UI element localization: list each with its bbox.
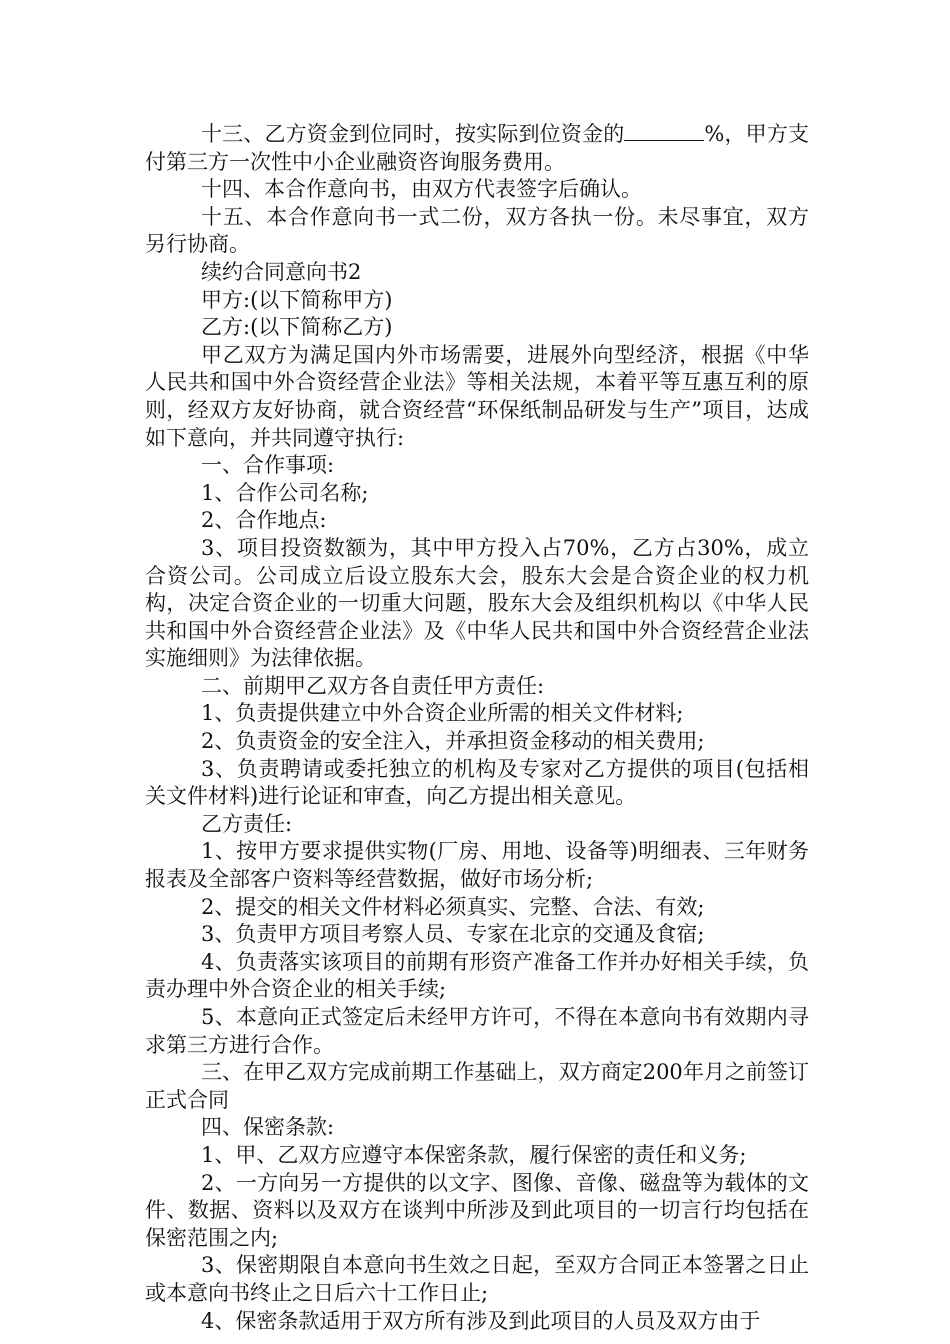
paragraph-clause-14: 十四、本合作意向书，由双方代表签字后确认。 <box>201 177 642 202</box>
section-heading-confidentiality: 四、保密条款: <box>201 1115 335 1140</box>
list-item: 4、保密条款适用于双方所有涉及到此项目的人员及双方由于 <box>201 1308 761 1333</box>
list-item: 2、提交的相关文件材料必须真实、完整、合法、有效; <box>201 894 705 919</box>
fill-in-blank <box>624 122 704 141</box>
party-a-line: 甲方:(以下简称甲方) <box>201 287 393 312</box>
list-item: 1、甲、乙双方应遵守本保密条款，履行保密的责任和义务; <box>201 1142 747 1167</box>
list-item: 4、负责落实该项目的前期有形资产准备工作并办好相关手续，负责办理中外合资企业的相关手续; <box>145 949 809 1002</box>
document-body <box>145 121 809 1335</box>
section-heading-responsibilities: 二、前期甲乙双方各自责任甲方责任: <box>201 673 545 698</box>
section-heading-cooperation: 一、合作事项: <box>201 453 335 478</box>
list-item: 3、项目投资数额为，其中甲方投入占70%，乙方占30%，成立合资公司。公司成立后设立股东大会，股东大会是合资企业的权力机构，决定合资企业的一切重大问题，股东大会及组织机构以《中华人民共和国中外合资经营企业法》及《中华人民共和国中外合资经营企业法实施细则》为法律依据。 <box>145 535 809 671</box>
list-item: 2、一方向另一方提供的以文字、图像、音像、磁盘等为载体的文件、数据、资料以及双方在谈判中所涉及到此项目的一切言行均包括在保密范围之内; <box>145 1170 809 1250</box>
list-item: 3、负责甲方项目考察人员、专家在北京的交通及食宿; <box>201 922 705 947</box>
party-b-line: 乙方:(以下简称乙方) <box>201 315 393 340</box>
section-heading-formal-contract: 三、在甲乙双方完成前期工作基础上，双方商定200年月之前签订正式合同 <box>145 1060 809 1112</box>
list-item: 3、保密期限自本意向书生效之日起，至双方合同正本签署之日止或本意向书终止之日后六十工作日止; <box>145 1253 809 1305</box>
paragraph-clause-13 <box>145 121 809 176</box>
paragraph-preamble: 甲乙双方为满足国内外市场需要，进展外向型经济，根据《中华人民共和国中外合资经营企业法》等相关法规，本着平等互惠互利的原则，经双方友好协商，就合资经营“环保纸制品研发与生产”项目，达成如下意向，并共同遵守执行: <box>145 342 809 450</box>
list-item: 1、按甲方要求提供实物(厂房、用地、设备等)明细表、三年财务报表及全部客户资料等经营数据，做好市场分析; <box>145 839 809 892</box>
clause-13-text-after: %，甲方支付第三方一次性中小企业融资咨询服务费用。 <box>145 122 809 174</box>
list-item: 5、本意向正式签定后未经甲方许可，不得在本意向书有效期内寻求第三方进行合作。 <box>145 1005 809 1057</box>
document-heading: 续约合同意向书2 <box>201 259 362 284</box>
list-item: 3、负责聘请或委托独立的机构及专家对乙方提供的项目(包括相关文件材料)进行论证和审查，向乙方提出相关意见。 <box>145 756 809 809</box>
list-item: 2、负责资金的安全注入，并承担资金移动的相关费用; <box>201 729 705 754</box>
paragraph-clause-15: 十五、本合作意向书一式二份，双方各执一份。未尽事宜，双方另行协商。 <box>145 204 809 257</box>
subheading-party-b-responsibilities: 乙方责任: <box>201 811 293 836</box>
clause-13-text-before: 十三、乙方资金到位同时，按实际到位资金的 <box>201 122 625 146</box>
list-item: 1、负责提供建立中外合资企业所需的相关文件材料; <box>201 701 684 726</box>
list-item: 2、合作地点: <box>201 508 327 533</box>
list-item: 1、合作公司名称; <box>201 480 369 505</box>
